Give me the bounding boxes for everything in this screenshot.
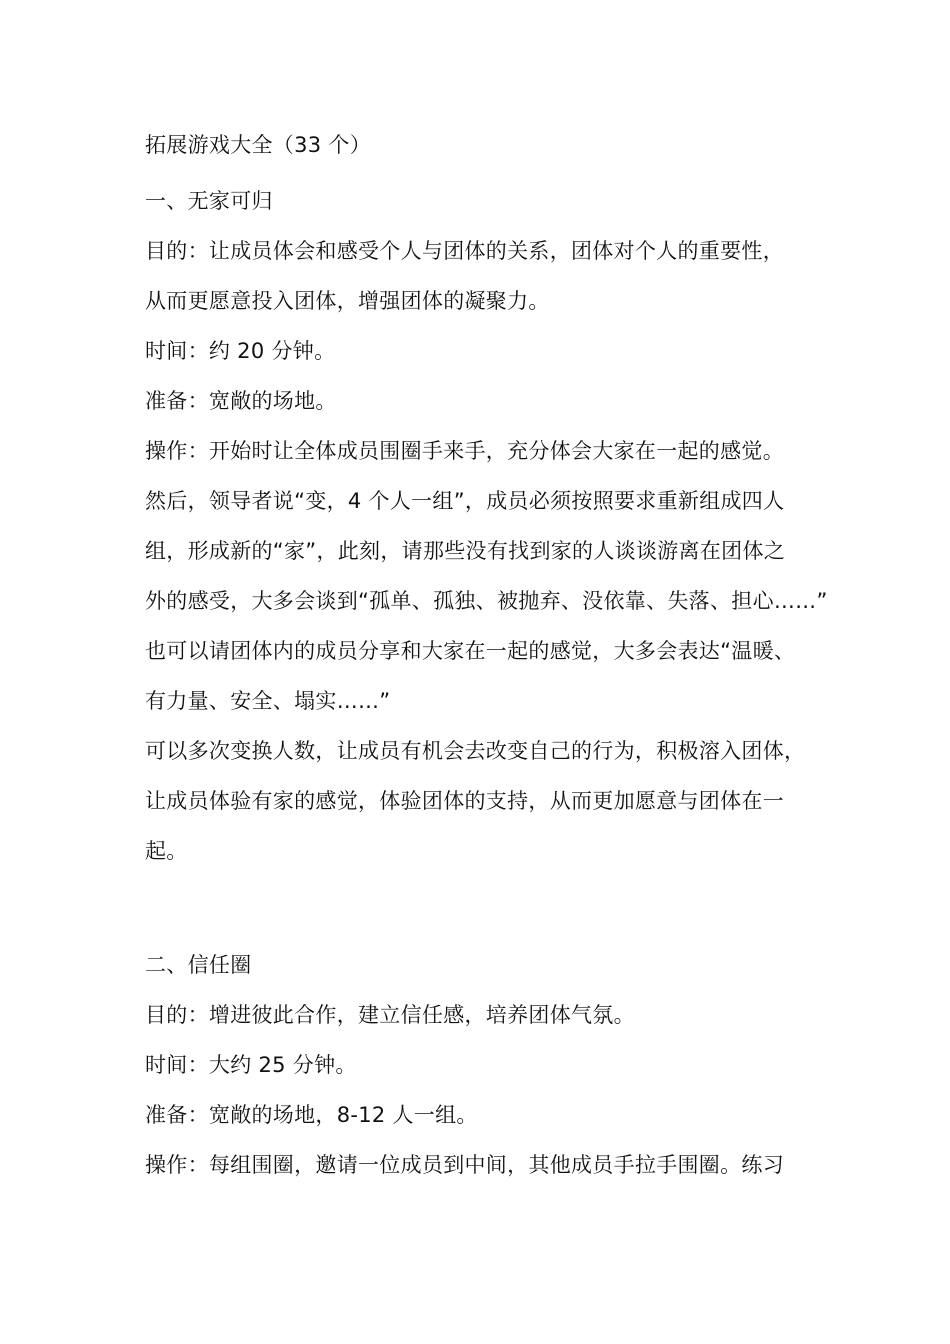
section-1-line-8: 外的感受，大多会谈到“孤单、孤独、被抛弃、没依靠、失落、担心……” bbox=[145, 589, 828, 613]
document-title: 拓展游戏大全（33 个） bbox=[145, 133, 371, 157]
section-1-line-13: 起。 bbox=[145, 839, 188, 863]
section-1-heading: 一、无家可归 bbox=[145, 189, 273, 213]
section-1-line-1: 目的：让成员体会和感受个人与团体的关系，团体对个人的重要性， bbox=[145, 239, 784, 263]
section-1-line-4: 准备：宽敞的场地。 bbox=[145, 389, 337, 413]
section-1-line-10: 有力量、安全、塌实……” bbox=[145, 689, 391, 713]
section-2-line-3: 准备：宽敞的场地，8-12 人一组。 bbox=[145, 1103, 478, 1127]
section-1-line-6: 然后，领导者说“变，4 个人一组”，成员必须按照要求重新组成四人 bbox=[145, 489, 785, 513]
section-1-line-3: 时间：约 20 分钟。 bbox=[145, 339, 336, 363]
section-1-line-11: 可以多次变换人数，让成员有机会去改变自己的行为，积极溶入团体， bbox=[145, 739, 806, 763]
section-1-line-5: 操作：开始时让全体成员围圈手来手，充分体会大家在一起的感觉。 bbox=[145, 439, 784, 463]
section-2-line-1: 目的：增进彼此合作，建立信任感，培养团体气氛。 bbox=[145, 1003, 635, 1027]
section-1-line-12: 让成员体验有家的感觉，体验团体的支持，从而更加愿意与团体在一 bbox=[145, 789, 784, 813]
section-2-heading: 二、信任圈 bbox=[145, 953, 252, 977]
section-1-line-2: 从而更愿意投入团体，增强团体的凝聚力。 bbox=[145, 289, 550, 313]
section-1-line-7: 组，形成新的“家”，此刻，请那些没有找到家的人谈谈游离在团体之 bbox=[145, 539, 786, 563]
section-2-line-4: 操作：每组围圈，邀请一位成员到中间，其他成员手拉手围圈。练习 bbox=[145, 1153, 784, 1177]
section-1-line-9: 也可以请团体内的成员分享和大家在一起的感觉，大多会表达“温暖、 bbox=[145, 639, 796, 663]
section-2-line-2: 时间：大约 25 分钟。 bbox=[145, 1053, 357, 1077]
